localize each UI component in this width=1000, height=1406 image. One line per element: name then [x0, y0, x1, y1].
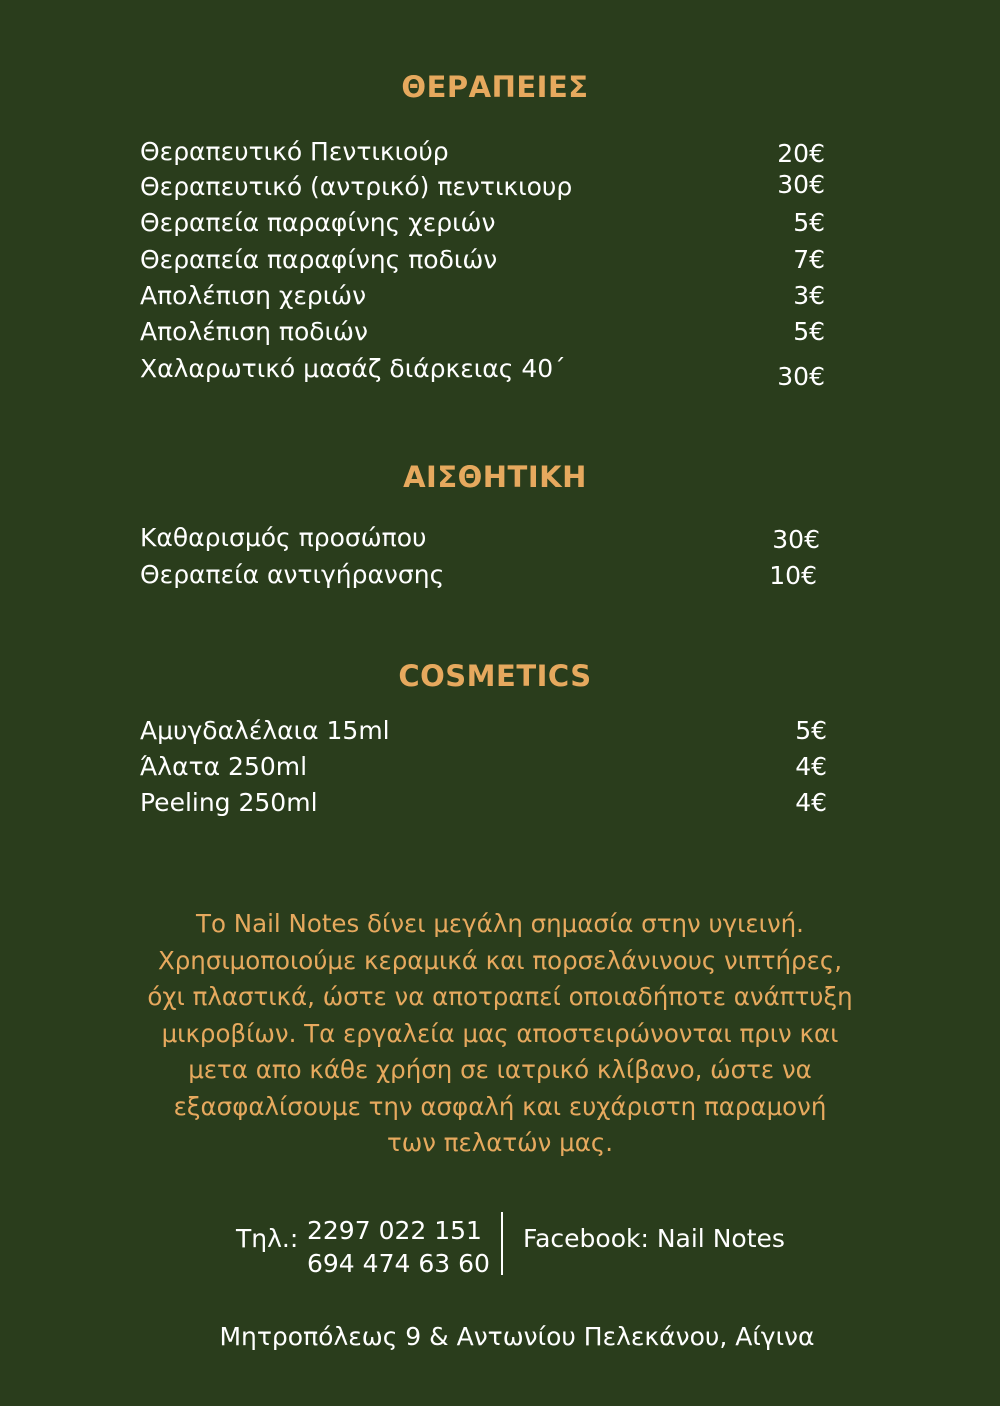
item-name: Θεραπεία αντιγήρανσης: [140, 560, 445, 589]
item-price: 10€: [769, 561, 817, 590]
address: Μητροπόλεως 9 & Αντωνίου Πελεκάνου, Αίγινα: [219, 1322, 815, 1351]
section-title-cosmetics: COSMETICS: [398, 659, 592, 693]
item-name: Θεραπεία παραφίνης χεριών: [140, 208, 496, 237]
item-name: Θεραπεία παραφίνης ποδιών: [140, 245, 498, 274]
item-name: Απολέπιση χεριών: [140, 281, 367, 310]
item-price: 4€: [795, 752, 827, 781]
item-price: 5€: [793, 208, 825, 237]
section-title-aesthetics: ΑΙΣΘΗΤΙΚΗ: [403, 460, 587, 494]
item-price: 30€: [777, 362, 825, 391]
notice-line: μετα απο κάθε χρήση σε ιατρικό κλίβανο, ώστε να: [188, 1055, 812, 1084]
phone-number-landline[interactable]: 2297 022 151: [307, 1216, 482, 1245]
phone-numbers: [307, 1214, 490, 1280]
notice-line: των πελατών μας.: [386, 1128, 614, 1157]
hygiene-notice: [140, 906, 860, 1162]
item-name: Θεραπευτικό (αντρικό) πεντικιουρ: [140, 172, 573, 201]
contact-block: [0, 1212, 1000, 1282]
item-name: Χαλαρωτικό μασάζ διάρκειας 40΄: [140, 354, 566, 383]
item-price: 5€: [795, 716, 827, 745]
item-price: 30€: [777, 170, 825, 199]
item-price: 20€: [777, 139, 825, 168]
item-name: Θεραπευτικό Πεντικιούρ: [140, 137, 449, 166]
item-name: Καθαρισμός προσώπου: [140, 523, 427, 552]
item-price: 30€: [772, 525, 820, 554]
notice-line: όχι πλαστικά, ώστε να αποτραπεί οποιαδήποτε ανάπτυξη: [147, 982, 853, 1011]
section-title-therapies: ΘΕΡΑΠΕΙΕΣ: [401, 70, 589, 104]
notice-line: Το Nail Notes δίνει μεγάλη σημασία στην υγιεινή.: [196, 909, 804, 938]
item-name: Peeling 250ml: [140, 788, 318, 817]
item-name: Άλατα 250ml: [140, 752, 308, 781]
facebook-link[interactable]: Facebook: Nail Notes: [523, 1224, 785, 1253]
phone-number-mobile[interactable]: 694 474 63 60: [307, 1249, 490, 1278]
item-price: 5€: [793, 317, 825, 346]
notice-line: εξασφαλίσουμε την ασφαλή και ευχάριστη παραμονή: [173, 1091, 827, 1121]
contact-divider: [501, 1212, 503, 1275]
item-name: Απολέπιση ποδιών: [140, 317, 368, 346]
item-price: 4€: [795, 788, 827, 817]
item-price: 3€: [793, 281, 825, 310]
notice-line: Χρησιμοποιούμε κεραμικά και πορσελάνινους νιπτήρες,: [157, 945, 843, 975]
phone-label: Τηλ.:: [236, 1224, 299, 1253]
item-price: 7€: [793, 245, 825, 274]
notice-line: μικροβίων. Τα εργαλεία μας αποστειρώνονται πριν και: [161, 1018, 839, 1048]
item-name: Αμυγδαλέλαια 15ml: [140, 716, 390, 745]
